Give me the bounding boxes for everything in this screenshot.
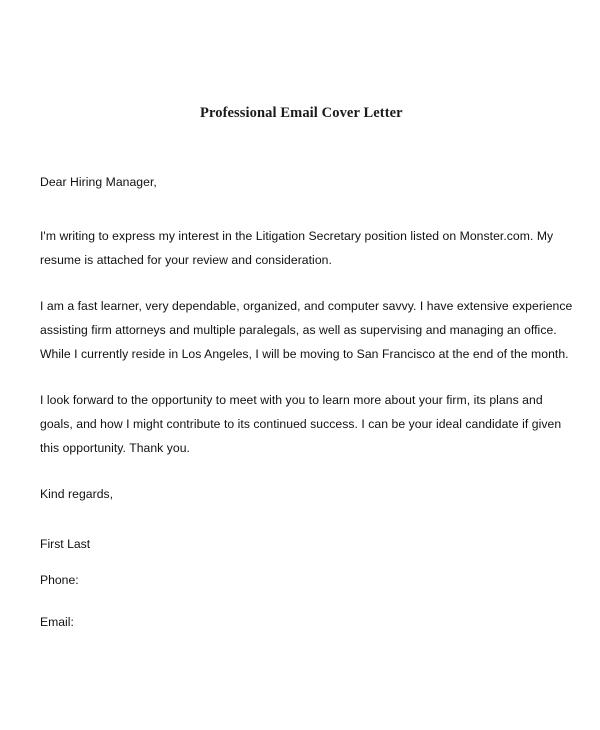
letter-paragraph-1: I'm writing to express my interest in the Litigation Secretary position listed on Monster.com. My resume is attached for your review and consideration. [40,229,554,267]
letter-body [40,170,578,634]
signature-phone-label: Phone: [40,573,79,587]
page-title: Professional Email Cover Letter [200,105,403,121]
letter-paragraph-2: I am a fast learner, very dependable, organized, and computer savvy. I have extensive experience assisting firm attorneys and multiple paralegals, as well as supervising and managing an office. While I currently reside in Los Angeles, I will be moving to San Francisco at the end of the month. [40,299,573,361]
letter-closing: Kind regards, [40,487,114,501]
signature-name: First Last [40,537,91,551]
signature-email-label: Email: [40,615,74,629]
letter-paragraph-3: I look forward to the opportunity to meet with you to learn more about your firm, its plans and goals, and how I might contribute to its continued success. I can be your ideal candidate if given this opportunity. Thank you. [40,393,562,455]
letter-salutation: Dear Hiring Manager, [40,175,157,189]
